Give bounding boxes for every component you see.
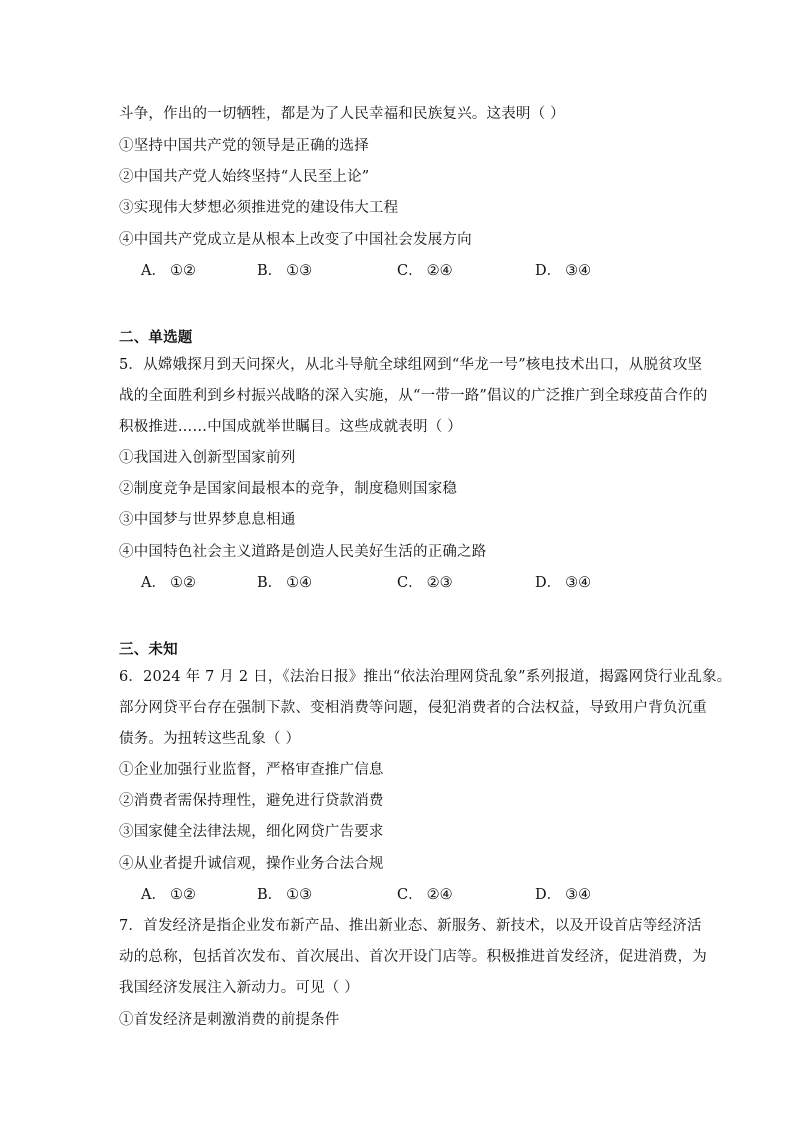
option-value: ③④ bbox=[565, 575, 592, 591]
option-letter: C． bbox=[397, 887, 423, 903]
q4-option-a[interactable] bbox=[141, 259, 196, 280]
q5-stem-line-3: 积极推进……中国成就举世瞩目。这些成就表明（ ） bbox=[119, 419, 462, 435]
option-letter: B． bbox=[257, 887, 283, 903]
q4-statement-4: ④中国共产党成立是从根本上改变了中国社会发展方向 bbox=[119, 232, 472, 248]
q6-statement-1: ①企业加强行业监督，严格审查推广信息 bbox=[119, 762, 384, 778]
q5-option-b[interactable] bbox=[257, 571, 312, 592]
section-title-single-choice: 二、单选题 bbox=[119, 329, 193, 346]
q4-stem: 斗争，作出的一切牺牲，都是为了人民幸福和民族复兴。这表明（ ） bbox=[119, 106, 565, 122]
q5-statement-2: ②制度竞争是国家间最根本的竞争，制度稳则国家稳 bbox=[119, 481, 458, 497]
option-value: ①② bbox=[169, 263, 196, 279]
option-letter: B． bbox=[257, 263, 283, 279]
option-letter: A． bbox=[141, 263, 166, 279]
q4-option-d[interactable] bbox=[535, 259, 591, 280]
option-letter: A． bbox=[141, 887, 166, 903]
q5-statement-3: ③中国梦与世界梦息息相通 bbox=[119, 512, 296, 528]
q6-option-d[interactable] bbox=[535, 883, 591, 904]
option-letter: A． bbox=[141, 575, 166, 591]
q5-option-d[interactable] bbox=[535, 571, 591, 592]
q6-stem-line-3: 债务。为扭转这些乱象（ ） bbox=[119, 731, 301, 747]
q6-option-b[interactable] bbox=[257, 883, 312, 904]
q5-option-a[interactable] bbox=[141, 571, 196, 592]
q6-statement-4: ④从业者提升诚信观，操作业务合法合规 bbox=[119, 856, 384, 872]
option-value: ③④ bbox=[565, 263, 592, 279]
option-letter: D． bbox=[535, 887, 562, 903]
option-letter: C． bbox=[397, 263, 423, 279]
section-title-unknown: 三、未知 bbox=[119, 641, 178, 658]
option-value: ①② bbox=[169, 575, 196, 591]
option-value: ①③ bbox=[286, 887, 313, 903]
q4-statement-2: ②中国共产党人始终坚持“人民至上论” bbox=[119, 169, 370, 185]
q5-stem-line-1: 5．从嫦娥探月到天问探火，从北斗导航全球组网到“华龙一号”核电技术出口，从脱贫攻坚 bbox=[119, 357, 703, 373]
q6-option-a[interactable] bbox=[141, 883, 196, 904]
option-value: ①② bbox=[169, 887, 196, 903]
option-value: ②④ bbox=[426, 887, 453, 903]
q7-stem-line-3: 我国经济发展注入新动力。可见（ ） bbox=[119, 980, 360, 996]
q6-stem-line-1: 6．2024 年 7 月 2 日，《法治日报》推出“依法治理网贷乱象”系列报道，揭露网贷行业乱象。 bbox=[119, 669, 732, 685]
q6-statement-2: ②消费者需保持理性，避免进行贷款消费 bbox=[119, 793, 384, 809]
q4-option-b[interactable] bbox=[257, 259, 312, 280]
q5-option-c[interactable] bbox=[397, 571, 453, 592]
option-value: ①④ bbox=[286, 575, 313, 591]
q4-statement-1: ①坚持中国共产党的领导是正确的选择 bbox=[119, 138, 369, 154]
q4-statement-3: ③实现伟大梦想必须推进党的建设伟大工程 bbox=[119, 200, 399, 216]
q7-statement-1: ①首发经济是刺激消费的前提条件 bbox=[119, 1012, 340, 1028]
option-letter: D． bbox=[535, 263, 562, 279]
q7-stem-line-2: 动的总称，包括首次发布、首次展出、首次开设门店等。积极推进首发经济，促进消费，为 bbox=[119, 949, 707, 965]
option-letter: D． bbox=[535, 575, 562, 591]
option-letter: C． bbox=[397, 575, 423, 591]
q4-option-c[interactable] bbox=[397, 259, 453, 280]
option-value: ①③ bbox=[286, 263, 313, 279]
option-value: ③④ bbox=[565, 887, 592, 903]
q5-stem-line-2: 战的全面胜利到乡村振兴战略的深入实施，从“一带一路”倡议的广泛推广到全球疫苗合作的 bbox=[119, 388, 708, 404]
q5-statement-4: ④中国特色社会主义道路是创造人民美好生活的正确之路 bbox=[119, 544, 487, 560]
q5-statement-1: ①我国进入创新型国家前列 bbox=[119, 450, 296, 466]
q6-statement-3: ③国家健全法律法规，细化网贷广告要求 bbox=[119, 824, 384, 840]
q6-option-c[interactable] bbox=[397, 883, 453, 904]
option-value: ②④ bbox=[426, 263, 453, 279]
option-value: ②③ bbox=[426, 575, 453, 591]
option-letter: B． bbox=[257, 575, 283, 591]
q7-stem-line-1: 7．首发经济是指企业发布新产品、推出新业态、新服务、新技术，以及开设首店等经济活 bbox=[119, 918, 702, 934]
q6-stem-line-2: 部分网贷平台存在强制下款、变相消费等问题，侵犯消费者的合法权益，导致用户背负沉重 bbox=[119, 700, 707, 716]
